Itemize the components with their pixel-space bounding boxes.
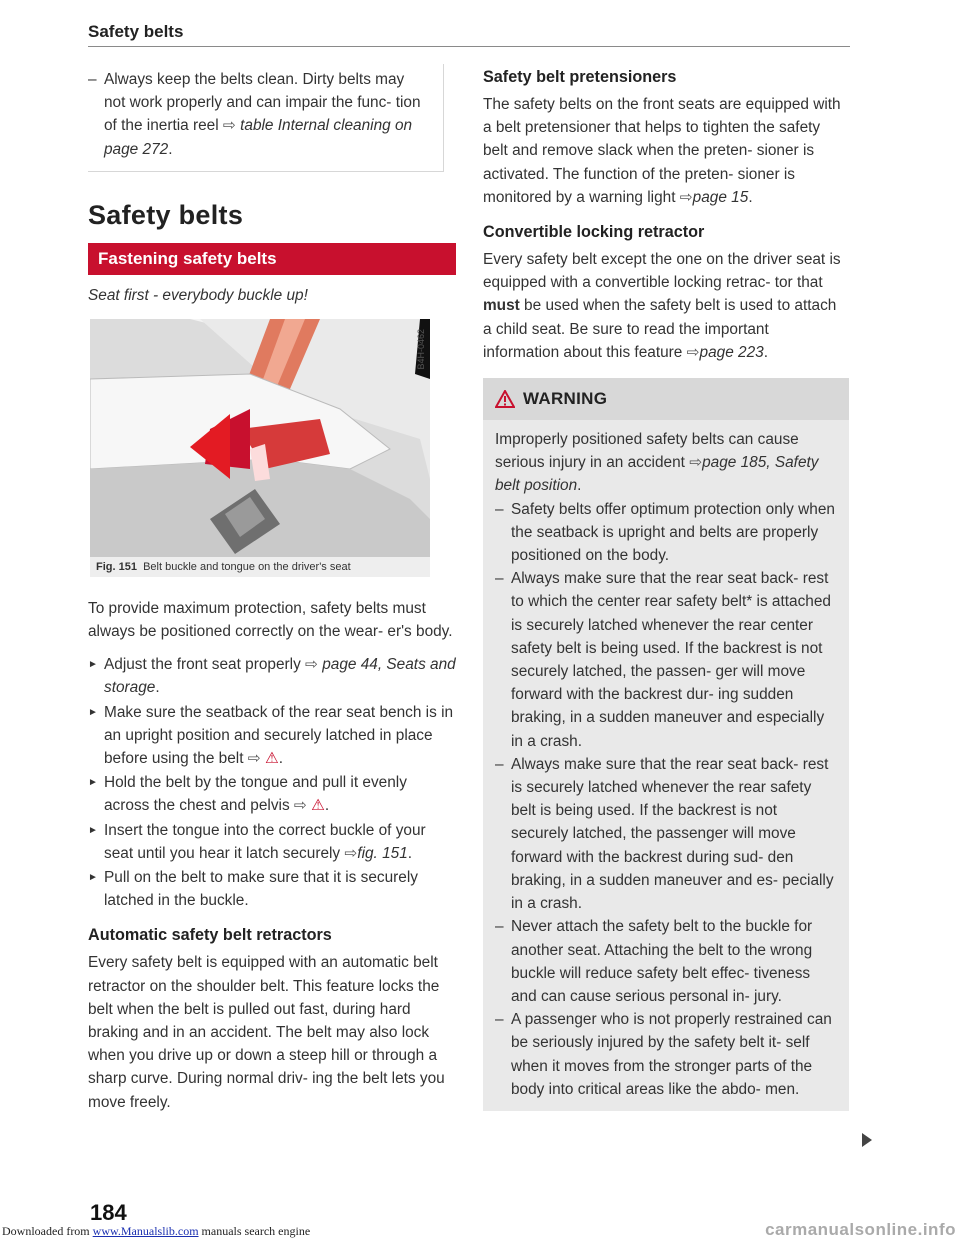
step-text: Insert the tongue into the correct buckle of your seat until you hear it latch securely: [104, 821, 426, 862]
section-title: Safety belts: [88, 199, 244, 230]
ref-arrow-icon: ⇨: [222, 117, 236, 135]
header-divider: [88, 46, 850, 47]
note-box: [88, 64, 444, 172]
step-text: Make sure the seatback of the rear seat bench is in an upright position and securely latched in place before using the belt: [104, 703, 454, 768]
warning-triangle-icon: [495, 390, 515, 408]
dash-marker: –: [495, 755, 504, 773]
warning-item-text: Safety belts offer optimum protection only when the seatback is upright and belts are properly positioned on the body.: [511, 500, 835, 565]
convertible-heading: Convertible locking retractor: [483, 223, 705, 242]
note-text-end: .: [168, 140, 173, 158]
section-banner: Fastening safety belts: [88, 243, 456, 275]
steps-list: [88, 653, 456, 912]
dash-marker: –: [88, 71, 97, 88]
note-text: Always keep the belts clean. Dirty belts may not work properly and can impair the func- tion of the inertia reel: [104, 71, 421, 135]
bullet-icon: ►: [88, 659, 98, 671]
warning-item-text: A passenger who is not properly restrained can be seriously injured by the safety belt it- self when it moves from the stronger parts of the body into critical areas like the abdo- men.: [511, 1011, 832, 1098]
cross-reference-link[interactable]: page 44, Seats and storage: [104, 656, 456, 697]
figure-caption: [90, 557, 430, 577]
seatbelt-illustration: [90, 319, 430, 557]
cross-reference-link[interactable]: page 15: [692, 188, 749, 206]
intro-paragraph: To provide maximum protection, safety belts must always be positioned correctly on the wear- er's body.: [88, 599, 453, 641]
bullet-icon: ►: [88, 824, 98, 836]
figure-caption-text: Belt buckle and tongue on the driver's seat: [143, 560, 351, 573]
warning-item: [495, 498, 837, 568]
list-item: [88, 653, 456, 699]
convertible-body: Every safety belt except the one on the driver seat is equipped with a convertible locking retrac- tor that: [483, 251, 841, 292]
warning-item: [495, 915, 837, 1008]
warning-triangle-icon[interactable]: ⚠: [311, 797, 325, 815]
note-item: [88, 68, 427, 161]
bullet-icon: ►: [88, 872, 98, 884]
page-header: Safety belts: [88, 22, 184, 41]
dash-marker: –: [495, 570, 504, 588]
right-column: [483, 64, 849, 1111]
seatbelt-figure: [90, 319, 430, 557]
bullet-icon: ►: [88, 777, 98, 789]
warning-item-text: Always make sure that the rear seat back- rest to which the center rear safety belt* is attached is securely latched whenever the rear center safety belt is being used. If the backrest is not securely latched, the passen- ger will move forward with the backrest dur- ing sudden braking, in a sudden maneuver and especially in a crash.: [511, 570, 831, 750]
convertible-body-2: be used when the safety belt is used to attach a child seat. Be sure to read the important information about this feature: [483, 297, 837, 361]
list-item: [88, 819, 456, 865]
warning-item: [495, 567, 837, 753]
warning-header: [483, 378, 849, 420]
footer-suffix: manuals search engine: [198, 1224, 311, 1238]
figure-label: Fig. 151: [96, 560, 137, 573]
dash-marker: –: [495, 1011, 504, 1029]
ref-arrow-icon: ⇨: [344, 844, 358, 862]
list-item: [88, 771, 456, 817]
left-column: [88, 64, 456, 1114]
warning-intro-text: Improperly positioned safety belts can cause serious injury in an accident: [495, 431, 799, 472]
auto-retractors-heading: Automatic safety belt retractors: [88, 926, 332, 945]
ref-arrow-icon: ⇨: [686, 343, 700, 361]
cross-reference-link[interactable]: fig. 151: [357, 844, 408, 862]
list-item: [88, 701, 456, 771]
footer: [0, 1220, 960, 1242]
footer-link[interactable]: www.Manualslib.com: [92, 1224, 199, 1238]
emphasis-must: must: [483, 297, 520, 315]
warning-intro: Improperly positioned safety belts can cause serious injury in an accident ⇨page 185, Safety belt position.: [495, 431, 819, 495]
auto-retractors-text: Every safety belt is equipped with an automatic belt retractor on the shoulder belt. This feature locks the belt when the belt is pulled out fast, during hard braking and in an accident. The belt may also lock when you drive up or down a steep hill or through a sharp curve. During normal driv- ing the belt lets you move freely.: [88, 954, 445, 1111]
warning-body: [483, 420, 849, 1111]
footer-source: [2, 1224, 310, 1239]
ref-arrow-icon: ⇨: [293, 797, 307, 815]
ref-arrow-icon: ⇨: [247, 750, 261, 768]
cross-reference-link[interactable]: page 223: [699, 343, 764, 361]
dash-marker: –: [495, 918, 504, 936]
figure-code: B4H-0462: [416, 328, 426, 370]
list-item: [88, 866, 456, 912]
dash-marker: –: [495, 500, 504, 518]
warning-item: [495, 753, 837, 915]
cross-reference-link[interactable]: page 185, Safety belt position: [495, 454, 819, 495]
step-text-end: .: [278, 750, 284, 768]
footer-prefix: Downloaded from: [2, 1224, 93, 1238]
warning-box: [483, 378, 849, 1111]
step-text: Pull on the belt to make sure that it is securely latched in the buckle.: [104, 869, 418, 910]
warning-triangle-icon[interactable]: ⚠: [264, 750, 279, 768]
cross-reference-link[interactable]: table Internal cleaning on page 272: [104, 117, 413, 158]
page-number: 184: [90, 1200, 127, 1225]
ref-arrow-icon: ⇨: [679, 188, 693, 206]
step-text: Hold the belt by the tongue and pull it evenly across the chest and pelvis: [104, 774, 407, 815]
step-text-end: .: [407, 844, 413, 862]
pretensioners-body: The safety belts on the front seats are equipped with a belt pretensioner that helps to tighten the safety belt and remove slack when the preten- sioner is activated. The function of the preten- sioner is monitored by a warning light: [483, 96, 841, 206]
step-text: Adjust the front seat properly: [104, 656, 306, 674]
step-text-end: .: [324, 797, 330, 815]
continue-arrow-icon: [862, 1133, 872, 1147]
warning-item: [495, 1008, 837, 1101]
bullet-icon: ►: [88, 706, 98, 718]
warning-item-text: Never attach the safety belt to the buckle for another seat. Attaching the belt to the wrong buckle will reduce safety belt effec- tiveness and can cause serious personal in- jury.: [511, 918, 813, 1005]
ref-arrow-icon: ⇨: [689, 454, 703, 472]
convertible-text: Every safety belt except the one on the driver seat is equipped with a convertible locking retrac- tor that must be used when the safety belt is used to attach a child seat. Be sure to read the important information about this feature ⇨page 223.: [483, 251, 841, 361]
watermark: carmanualsonline.info: [765, 1220, 956, 1239]
pretensioners-heading: Safety belt pretensioners: [483, 68, 677, 86]
pretensioners-text: The safety belts on the front seats are equipped with a belt pretensioner that helps to tighten the safety belt and remove slack when the preten- sioner is activated. The function of the preten- sioner is monitored by a warning light ⇨page 15.: [483, 96, 841, 206]
warning-item-text: Always make sure that the rear seat back- rest is securely latched whenever the rear safety belt is being used. If the backrest is not securely latched, the passenger will move forward with the backrest during sud- den braking, in a sudden maneuver and es- pecially in a crash.: [511, 755, 834, 913]
tagline: Seat first - everybody buckle up!: [88, 286, 308, 304]
ref-arrow-icon: ⇨: [305, 656, 318, 674]
warning-title: WARNING: [523, 389, 608, 409]
step-text-end: .: [155, 679, 160, 697]
